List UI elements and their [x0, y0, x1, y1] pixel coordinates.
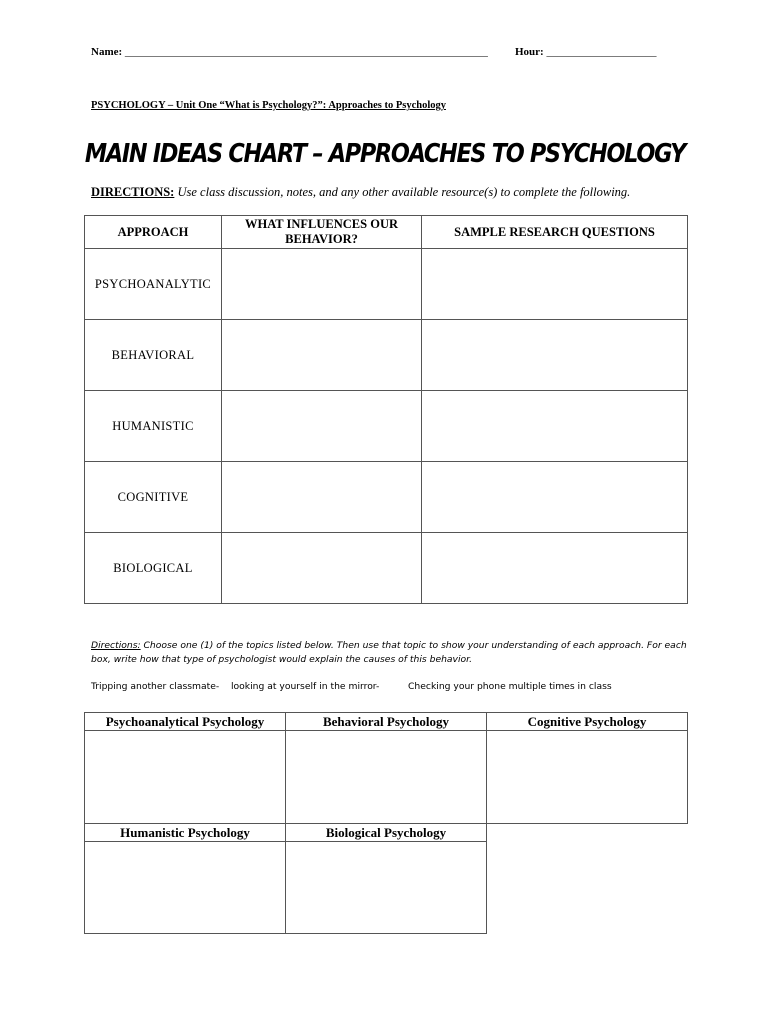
box-row: [85, 731, 688, 824]
table-row: [85, 533, 688, 604]
research-questions-header: SAMPLE RESEARCH QUESTIONS: [422, 216, 688, 249]
directions-text: Use class discussion, notes, and any other available resource(s) to complete the following.: [174, 185, 631, 199]
table-row: [85, 462, 688, 533]
directions-2-text: Choose one (1) of the topics listed below. Then use that topic to show your understanding of each approach. For each box, write how that type of psychologist would explain the causes of this behavior.: [91, 640, 687, 665]
table-row: [85, 391, 688, 462]
hour-label: Hour:: [515, 46, 544, 58]
influences-cell[interactable]: [222, 462, 422, 533]
research-questions-cell[interactable]: [422, 462, 688, 533]
approach-label: PSYCHOANALYTIC: [85, 249, 222, 320]
approach-label: COGNITIVE: [85, 462, 222, 533]
box-header-row: [85, 713, 688, 731]
influences-cell[interactable]: [222, 533, 422, 604]
unit-heading: PSYCHOLOGY – Unit One “What is Psychology?”: Approaches to Psychology: [91, 100, 446, 111]
approach-label: BIOLOGICAL: [85, 533, 222, 604]
humanistic-header: Humanistic Psychology: [85, 824, 286, 842]
research-questions-cell[interactable]: [422, 320, 688, 391]
research-questions-cell[interactable]: [422, 249, 688, 320]
name-hour-row: [91, 46, 657, 58]
directions-2-label: Directions:: [91, 640, 141, 651]
topic-item: looking at yourself in the mirror-: [231, 681, 380, 692]
approach-label: BEHAVIORAL: [85, 320, 222, 391]
name-label: Name:: [91, 46, 123, 58]
psychoanalytical-header: Psychoanalytical Psychology: [85, 713, 286, 731]
behavioral-header: Behavioral Psychology: [286, 713, 487, 731]
biological-header: Biological Psychology: [286, 824, 487, 842]
hour-group: [515, 46, 656, 58]
table-row: [85, 320, 688, 391]
empty-area: [487, 824, 688, 934]
influences-cell[interactable]: [222, 391, 422, 462]
approach-header: APPROACH: [85, 216, 222, 249]
box-header-row: [85, 824, 688, 842]
influences-cell[interactable]: [222, 249, 422, 320]
directions-label: DIRECTIONS:: [91, 185, 175, 199]
influences-cell[interactable]: [222, 320, 422, 391]
humanistic-box[interactable]: [85, 842, 286, 934]
hour-line[interactable]: ____________________: [546, 46, 657, 58]
cognitive-header: Cognitive Psychology: [487, 713, 688, 731]
page-title: MAIN IDEAS CHART – APPROACHES TO PSYCHOLOGY: [84, 139, 686, 169]
influences-header: WHAT INFLUENCES OUR BEHAVIOR?: [222, 216, 422, 249]
cognitive-box[interactable]: [487, 731, 688, 824]
research-questions-cell[interactable]: [422, 391, 688, 462]
main-ideas-chart: [84, 215, 688, 604]
topic-item: Checking your phone multiple times in class: [408, 681, 612, 692]
directions: [91, 185, 630, 200]
psychology-boxes: [84, 712, 688, 934]
psychoanalytical-box[interactable]: [85, 731, 286, 824]
table-row: [85, 249, 688, 320]
biological-box[interactable]: [286, 842, 487, 934]
approach-label: HUMANISTIC: [85, 391, 222, 462]
name-line[interactable]: __________________________________________________________________: [124, 46, 488, 58]
research-questions-cell[interactable]: [422, 533, 688, 604]
chart-header-row: [85, 216, 688, 249]
directions-2: [91, 639, 691, 667]
behavioral-box[interactable]: [286, 731, 487, 824]
topic-item: Tripping another classmate-: [91, 681, 220, 692]
